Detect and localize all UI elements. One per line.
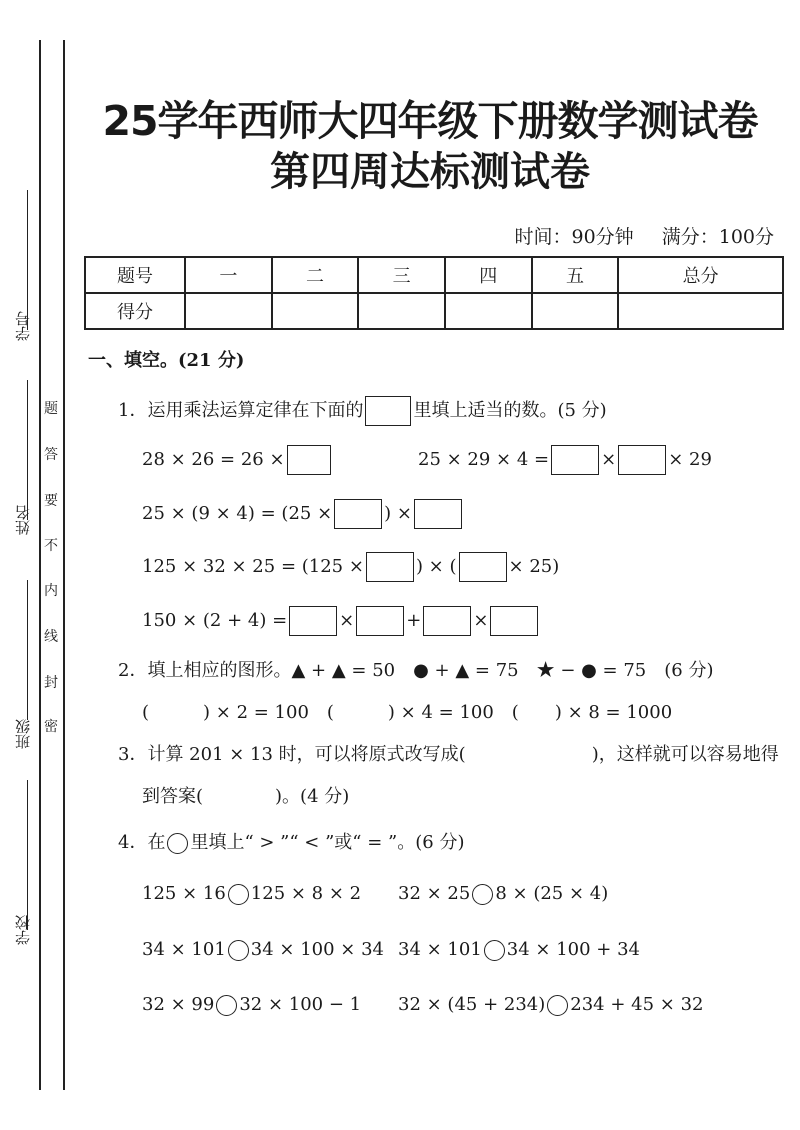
seal-char: 密 (44, 719, 58, 735)
exam-meta (493, 222, 775, 249)
seal-char: 不 (44, 538, 58, 554)
compare-circle (167, 833, 188, 854)
name-label: 姓名 (14, 505, 32, 535)
seal-char: 答 (44, 447, 58, 463)
q4-right: 32 × 100 − 1 (239, 994, 362, 1015)
class-label: 班级 (14, 719, 32, 749)
q4-left: 32 × 25 (398, 883, 471, 904)
class-rule (27, 580, 28, 720)
q1-row-4 (142, 606, 540, 636)
student-id-label: 学号 (14, 311, 32, 341)
score-header-cell: 四 (445, 257, 532, 293)
q4-item (142, 994, 361, 1016)
q1-expr: 25 × 29 × 4 = (418, 449, 550, 470)
q1-expr: + (406, 610, 422, 631)
q4-right: 34 × 100 × 34 (250, 939, 385, 960)
compare-circle[interactable] (228, 884, 249, 905)
answer-box[interactable] (459, 552, 507, 582)
question-2-blanks: ( ) × 2 = 100 ( ) × 4 = 100 ( ) × 8 = 1000 (142, 702, 673, 723)
compare-circle[interactable] (228, 940, 249, 961)
exam-time: 时间：90分钟 (514, 226, 634, 248)
score-row-label: 得分 (85, 293, 185, 329)
exam-title: 25学年西师大四年级下册数学测试卷 (102, 97, 758, 145)
q4-item (142, 883, 361, 905)
score-input-cell[interactable] (185, 293, 272, 329)
score-input-cell[interactable] (618, 293, 783, 329)
question-3-line1: 3．计算 201 × 13 时，可以将原式改写成( )，这样就可以容易地得 (118, 744, 779, 765)
answer-box[interactable] (414, 499, 462, 529)
question-4-title (118, 828, 464, 854)
q4-right: 125 × 8 × 2 (250, 883, 362, 904)
compare-circle[interactable] (216, 995, 237, 1016)
q4-item (398, 883, 608, 905)
q1-expr: 150 × (2 + 4) = (142, 610, 288, 631)
answer-box[interactable] (551, 445, 599, 475)
answer-box[interactable] (490, 606, 538, 636)
score-table-header-row (85, 257, 783, 293)
answer-box[interactable] (289, 606, 337, 636)
seal-char: 题 (44, 401, 58, 417)
q4-left: 32 × 99 (142, 994, 215, 1015)
q1-expr: × (339, 610, 355, 631)
q4-item (142, 939, 384, 961)
compare-circle[interactable] (484, 940, 505, 961)
school-rule (27, 780, 28, 930)
compare-circle[interactable] (547, 995, 568, 1016)
q1-expr: × (601, 449, 617, 470)
q1-expr: 28 × 26 = 26 × (142, 449, 285, 470)
score-header-cell: 三 (358, 257, 445, 293)
score-header-cell: 一 (185, 257, 272, 293)
question-3-line2: 到答案( )。(4 分) (142, 786, 350, 807)
question-1-title (118, 396, 607, 426)
name-rule (27, 380, 28, 520)
q4-text-a: 4．在 (118, 832, 166, 853)
q1-text-a: 1．运用乘法运算定律在下面的 (118, 400, 364, 421)
q4-right: 8 × (25 × 4) (495, 883, 609, 904)
q4-right: 34 × 100 + 34 (506, 939, 641, 960)
section-title: 一、填空。(21 分) (88, 350, 245, 371)
answer-box[interactable] (356, 606, 404, 636)
q1-expr: × (473, 610, 489, 631)
margin-line-outer (39, 40, 41, 1090)
score-input-cell[interactable] (532, 293, 619, 329)
q1-expr: 125 × 32 × 25 = (125 × (142, 556, 364, 577)
score-input-cell[interactable] (445, 293, 532, 329)
answer-box[interactable] (366, 552, 414, 582)
q4-left: 34 × 101 (142, 939, 226, 960)
seal-char: 线 (44, 629, 58, 645)
q1-row-3 (142, 552, 559, 582)
exam-subtitle: 第四周达标测试卷 (270, 149, 590, 195)
q1-text-b: 里填上适当的数。(5 分) (413, 400, 607, 421)
score-input-cell[interactable] (272, 293, 359, 329)
q4-left: 125 × 16 (142, 883, 226, 904)
score-table-score-row (85, 293, 783, 329)
exam-full-score: 满分：100分 (661, 226, 774, 248)
q4-left: 32 × (45 + 234) (398, 994, 546, 1015)
q1-expr: × 29 (668, 449, 712, 470)
seal-char: 封 (44, 675, 58, 691)
q4-left: 34 × 101 (398, 939, 482, 960)
seal-char: 内 (44, 583, 58, 599)
answer-box[interactable] (618, 445, 666, 475)
score-header-cell: 二 (272, 257, 359, 293)
seal-char: 要 (44, 493, 58, 509)
q1-expr: 25 × (9 × 4) = (25 × (142, 503, 333, 524)
answer-box[interactable] (287, 445, 331, 475)
q4-text-b: 里填上“ > ”“ < ”或“ = ”。(6 分) (190, 832, 465, 853)
q1-row-2 (142, 499, 464, 529)
q4-item (398, 939, 640, 961)
q1-row-1b (418, 445, 712, 475)
q1-expr: × 25) (508, 556, 560, 577)
school-label: 学校 (14, 915, 32, 945)
answer-box[interactable] (334, 499, 382, 529)
score-header-cell: 五 (532, 257, 619, 293)
score-table (84, 256, 784, 330)
q1-expr: ) × ( (415, 556, 457, 577)
score-input-cell[interactable] (358, 293, 445, 329)
margin-line-inner (63, 40, 65, 1090)
q1-expr: ) × (384, 503, 412, 524)
q4-right: 234 + 45 × 32 (570, 994, 704, 1015)
q4-item (398, 994, 703, 1016)
answer-box[interactable] (423, 606, 471, 636)
score-header-cell: 题号 (85, 257, 185, 293)
score-header-cell: 总分 (618, 257, 783, 293)
q1-row-1a (142, 445, 333, 475)
question-2-title: 2．填上相应的图形。▲ + ▲ = 50 ● + ▲ = 75 ★ − ● = 75 (6 分) (118, 660, 714, 681)
compare-circle[interactable] (472, 884, 493, 905)
answer-box (365, 396, 411, 426)
